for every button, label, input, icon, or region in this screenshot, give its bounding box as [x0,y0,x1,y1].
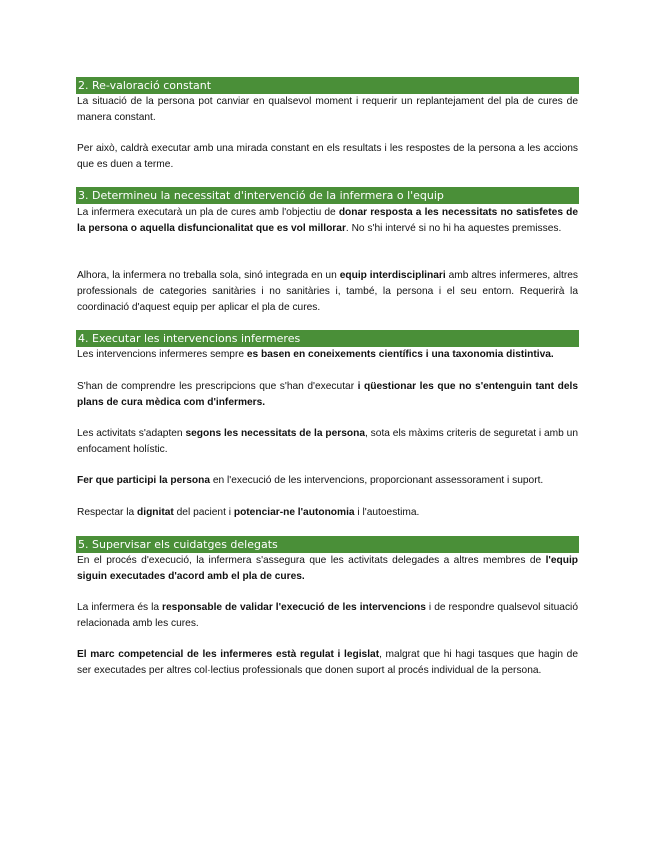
text-run: del pacient i [173,507,234,518]
paragraph [77,268,578,316]
section-header-executar-intervencions: 4. Executar les intervencions infermeres [76,330,579,347]
section-header-necessitat-intervencio: 3. Determineu la necessitat d'intervenció de la infermera o l'equip [76,187,579,204]
paragraph [77,647,578,679]
paragraph [77,94,578,126]
paragraph [77,141,578,173]
text-run: La situació de la persona pot canviar en qualsevol moment i requerir un replantejament del pla de cures de manera constant. [77,96,578,123]
text-run: , malgrat que hi hagi tasques que hagin de ser executades per altres col·lectius professionals que donen suport al procés individual de la persona. [77,649,578,676]
text-run: Les intervencions infermeres sempre [77,349,247,360]
text-run: Per això, caldrà executar amb una mirada constant en els resultats i les respostes de la persona a les accions que es duen a terme. [77,143,578,170]
paragraph [77,473,578,489]
bold-text: es basen en coneixements científics i una taxonomia distintiva. [246,349,554,360]
text-run: i de respondre qualsevol situació relacionada amb les cures. [77,602,578,629]
bold-text: donar resposta a les necessitats no satisfetes de la persona o aquella disfuncionalitat que es vol millorar [77,207,578,234]
text-run: amb altres infermeres, altres professionals de categories sanitàries i no sanitàries i, també, la persona i el seu entorn. Requerirà la coordinació d'aquest equip per aplicar el pla de cures. [77,270,579,313]
bold-text: dignitat [137,507,174,518]
text-run: , sota els màxims criteris de seguretat i amb un enfocament holístic. [77,428,579,455]
bold-text: l'equip siguin executades d'acord amb el pla de cures. [77,555,578,582]
bold-text: El marc competencial de les infermeres està regulat i legislat [77,649,380,660]
paragraph [77,205,578,237]
paragraph [77,600,578,632]
paragraph [77,426,578,458]
bold-text: equip interdisciplinari [339,270,446,281]
paragraph [77,553,578,585]
paragraph [77,505,578,521]
paragraph [77,379,578,411]
bold-text: i qüestionar les que no s'entenguin tant dels plans de cura mèdica com d'infermers. [77,381,578,408]
bold-text: responsable de validar l'execució de les intervencions [162,602,426,613]
text-run: Alhora, la infermera no treballa sola, sinó integrada en un [77,270,340,281]
text-run: Respectar la [77,507,138,518]
paragraph [77,347,578,363]
bold-text: Fer que participi la persona [77,475,211,486]
bold-text: segons les necessitats de la persona [185,428,366,439]
text-run: S'han de comprendre les prescripcions que s'han d'executar [77,381,358,392]
text-run: La infermera executarà un pla de cures amb l'objectiu de [77,207,339,218]
text-run: . No s'hi intervé si no hi ha aquestes premisses. [345,223,562,234]
text-run: La infermera és la [77,602,163,613]
section-header-supervisar-cuidatges: 5. Supervisar els cuidatges delegats [76,536,579,553]
bold-text: potenciar-ne l'autonomia [233,507,355,518]
text-run: En el procés d'execució, la infermera s'assegura que les activitats delegades a altres membres de [77,555,546,566]
text-run: i l'autoestima. [354,507,420,518]
text-run: Les activitats s'adapten [77,428,186,439]
text-run: en l'execució de les intervencions, proporcionant assessorament i suport. [210,475,544,486]
section-header-revaloracio: 2. Re-valoració constant [76,77,579,94]
